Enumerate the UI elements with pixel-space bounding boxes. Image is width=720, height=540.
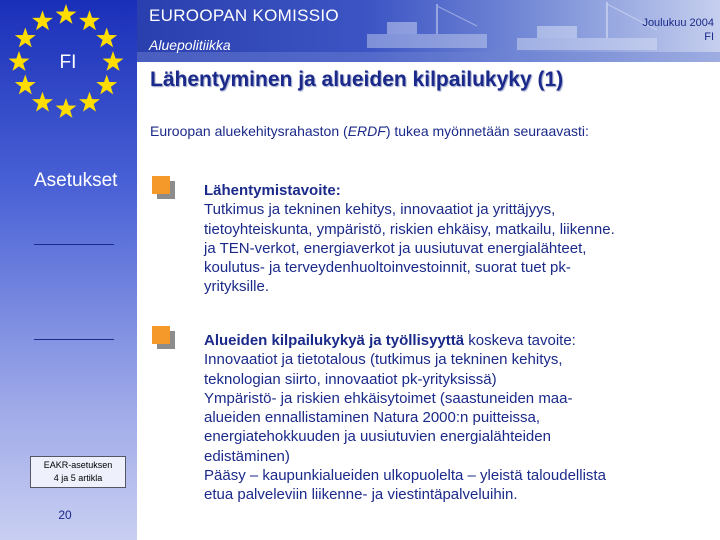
objective-line: Innovaatiot ja tietotalous (tutkimus ja tekninen kehitys, bbox=[204, 351, 563, 369]
page-number: 20 bbox=[58, 508, 72, 522]
star-icon bbox=[79, 92, 100, 112]
objective-line: etua palveleviin liikenne- ja viestintäpalveluihin. bbox=[204, 486, 518, 504]
bullet-square-icon bbox=[152, 326, 174, 348]
objective-heading: Alueiden kilpailukykyä ja työllisyyttä koskeva tavoite: bbox=[204, 332, 576, 349]
objective-line: Tutkimus ja tekninen kehitys, innovaatiot ja yrittäjyys, bbox=[204, 201, 556, 219]
objective-block bbox=[204, 331, 709, 505]
objective-line: teknologian siirto, innovaatiot pk-yrityksissä) bbox=[204, 370, 497, 388]
objective-line: ja TEN-verkot, energiaverkot ja uusiutuvat energialähteet, bbox=[204, 239, 587, 257]
star-icon bbox=[32, 10, 53, 30]
objective-line: koulutus- ja terveydenhuoltoinvestoinnit, suorat tuet pk- bbox=[204, 259, 571, 277]
language-code: FI bbox=[704, 31, 714, 43]
objective-line: Pääsy – kaupunkialueiden ulkopuolelta – yleistä taloudellista bbox=[204, 467, 606, 485]
objective-block bbox=[204, 181, 709, 297]
star-icon bbox=[15, 28, 36, 48]
date-text: Joulukuu 2004 bbox=[642, 17, 714, 29]
slide-title: Lähentyminen ja alueiden kilpailukyky (1) bbox=[150, 68, 564, 91]
sidebar-title: Asetukset bbox=[34, 170, 118, 191]
objective-line: energiatehokkuuden ja uusiutuvien energialähteiden bbox=[204, 428, 551, 446]
divider bbox=[34, 244, 114, 245]
objective-heading: Lähentymistavoite: bbox=[204, 182, 341, 199]
star-icon bbox=[103, 51, 124, 71]
organization-name: EUROOPAN KOMISSIO bbox=[149, 6, 339, 25]
subtitle-text: ) tukea myönnetään seuraavasti: bbox=[385, 123, 589, 139]
country-code: FI bbox=[59, 52, 77, 73]
objective-line: yrityksille. bbox=[204, 278, 270, 296]
objective-line: alueiden ennallistaminen Natura 2000:n puitteissa, bbox=[204, 409, 541, 427]
subtitle-abbreviation: ERDF bbox=[347, 123, 386, 139]
star-icon bbox=[56, 4, 77, 24]
regulation-note bbox=[30, 456, 126, 488]
regulation-note-line: 4 ja 5 artikla bbox=[53, 473, 103, 483]
header-banner bbox=[137, 0, 720, 62]
subtitle-text: Euroopan aluekehitysrahaston ( bbox=[150, 123, 348, 139]
regulation-note-line: EAKR-asetuksen bbox=[43, 460, 113, 470]
star-icon bbox=[56, 98, 77, 118]
bullet-square-icon bbox=[152, 176, 174, 198]
star-icon bbox=[32, 92, 53, 112]
objective-line: Ympäristö- ja riskien ehkäisytoimet (saastuneiden maa- bbox=[204, 389, 573, 407]
left-sidebar bbox=[0, 0, 137, 540]
date-label bbox=[642, 16, 714, 44]
slide-subtitle bbox=[150, 123, 589, 139]
department-name: Aluepolitiikka bbox=[149, 37, 231, 53]
objective-line: tietoyhteiskunta, ympäristö, riskien ehkäisy, matkailu, liikenne. bbox=[204, 220, 615, 238]
objective-line: edistäminen) bbox=[204, 447, 290, 465]
star-icon bbox=[79, 10, 100, 30]
divider bbox=[34, 339, 114, 340]
star-icon bbox=[96, 75, 117, 95]
star-icon bbox=[15, 75, 36, 95]
star-icon bbox=[9, 51, 30, 71]
star-icon bbox=[96, 28, 117, 48]
